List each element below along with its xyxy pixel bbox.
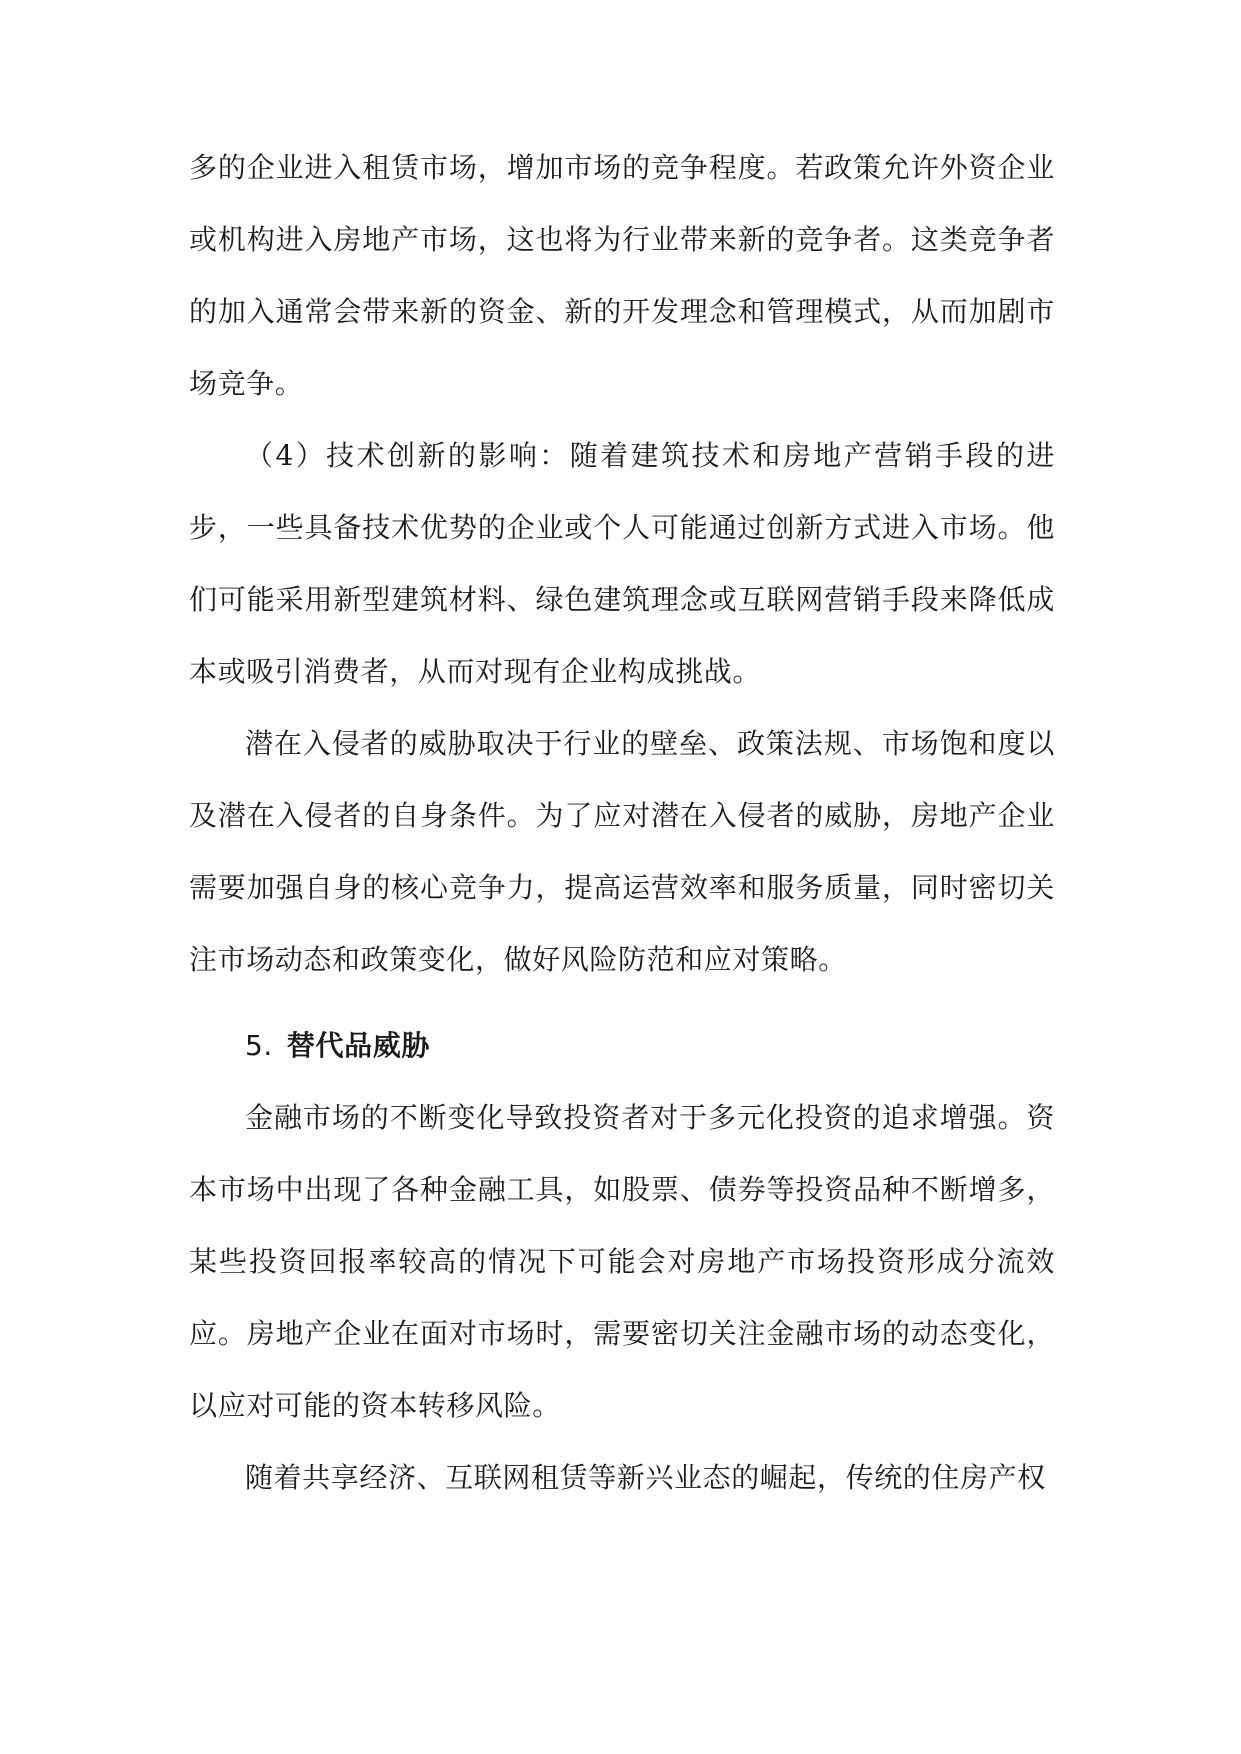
section-heading [189, 1010, 1055, 1082]
paragraph-financial-market: 金融市场的不断变化导致投资者对于多元化投资的追求增强。资本市场中出现了各种金融工具，如股票、债券等投资品种不断增多，某些投资回报率较高的情况下可能会对房地产市场投资形成分流效应。房地产企业在面对市场时，需要密切关注金融市场的动态变化，以应对可能的资本转移风险。 [189, 1101, 1055, 1422]
paragraph-technology-innovation: （4）技术创新的影响：随着建筑技术和房地产营销手段的进步，一些具备技术优势的企业或个人可能通过创新方式进入市场。他们可能采用新型建筑材料、绿色建筑理念或互联网营销手段来降低成本或吸引消费者，从而对现有企业构成挑战。 [189, 439, 1055, 688]
document-body [189, 132, 1055, 1514]
paragraph-entrant-threat-summary: 潜在入侵者的威胁取决于行业的壁垒、政策法规、市场饱和度以及潜在入侵者的自身条件。为了应对潜在入侵者的威胁，房地产企业需要加强自身的核心竞争力，提高运营效率和服务质量，同时密切关注市场动态和政策变化，做好风险防范和应对策略。 [189, 727, 1055, 976]
section-title: 替代品威胁 [286, 1029, 430, 1062]
paragraph-sharing-economy: 随着共享经济、互联网租赁等新兴业态的崛起，传统的住房产权 [245, 1461, 1046, 1494]
paragraph-continued: 多的企业进入租赁市场，增加市场的竞争程度。若政策允许外资企业或机构进入房地产市场，这也将为行业带来新的竞争者。这类竞争者的加入通常会带来新的资金、新的开发理念和管理模式，从而加剧市场竞争。 [189, 151, 1055, 400]
section-number: 5. [245, 1029, 273, 1062]
